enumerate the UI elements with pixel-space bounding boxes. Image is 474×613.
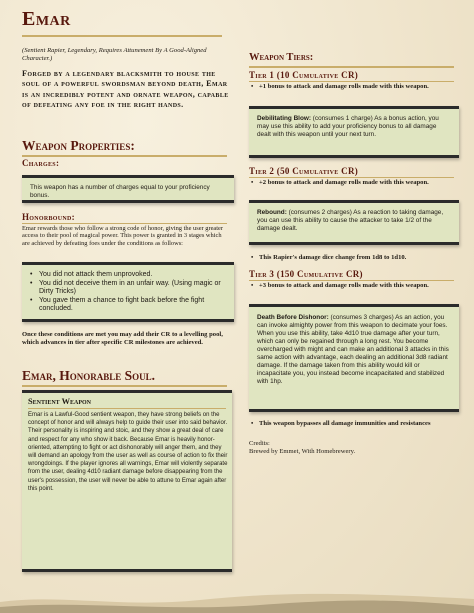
conditions-footer: Once these conditions are met you may add their CR to a levelling pool, which advances in tier after specific CR milestones are achieved. [22, 331, 223, 346]
tier3-ability-text [249, 307, 459, 391]
credits [249, 440, 355, 456]
charges-heading: Charges: [22, 158, 60, 168]
tier3-ability-name: Death Before Dishonor: [257, 314, 329, 321]
credits-label: Credits: [249, 440, 270, 447]
tier1-ability-desc: (consumes 1 charge) As a bonus action, you may use this ability to add your proficiency bonus to all damage dealt with this weapon until your next turn. [257, 115, 439, 138]
sentient-divider [28, 408, 226, 409]
title-divider [22, 35, 222, 37]
tier3-divider [249, 280, 454, 281]
tier3-heading: Tier 3 (150 Cumulative CR) [249, 269, 363, 279]
footer-decoration [0, 590, 474, 613]
tier1-heading: Tier 1 (10 Cumulative CR) [249, 70, 359, 80]
conditions-list [22, 265, 234, 319]
tier2-ability-note [249, 200, 459, 245]
sentient-weapon-title: Sentient Weapon [28, 397, 91, 406]
weapon-properties-heading: Weapon Properties: [22, 138, 135, 153]
tier3-extra-list [251, 420, 456, 428]
properties-divider [22, 155, 227, 157]
tier2-extra: • This Rapier's damage dice change from 1d8 to 1d10. [251, 254, 456, 262]
tier3-ability-note [249, 304, 459, 412]
honorbound-text: Emar rewards those who follow a strong code of honor, giving the user greater access to their pool of magical power. This power is granted in 3 stages which are achieved by defeating foes under the conditions as follows: [22, 225, 223, 247]
tier1-ability-text [249, 109, 459, 144]
tier2-bonus: • +2 bonus to attack and damage rolls made with this weapon. [251, 179, 456, 187]
page-title: Emar [22, 8, 71, 30]
tier3-extra: • This weapon bypasses all damage immunities and resistances [251, 420, 456, 428]
honorable-soul-heading: Emar, Honorable Soul. [22, 368, 156, 383]
tier1-ability-name: Debilitating Blow: [257, 115, 311, 122]
tier2-bonus-list [251, 179, 456, 187]
condition-item: • You gave them a chance to fight back before the fight concluded. [30, 297, 226, 314]
tier1-ability-note [249, 106, 459, 158]
honorable-divider [22, 385, 227, 387]
tier3-bonus: • +3 bonus to attack and damage rolls made with this weapon. [251, 282, 456, 290]
honorbound-divider [22, 223, 227, 224]
tier2-heading: Tier 2 (50 Cumulative CR) [249, 166, 359, 176]
charges-note-text: This weapon has a number of charges equal to your proficiency bonus. [30, 184, 210, 199]
tier3-bonus-list [251, 282, 456, 290]
tier2-ability-text [249, 203, 459, 238]
intro-text: Forged by a legendary blacksmith to house the soul of a powerful swordsman beyond death, Emar is an incredibly potent and ornate weapon, capable of defeating any foe in the right hands. [22, 69, 229, 110]
tier1-divider [249, 81, 454, 82]
tier1-bonus: • +1 bonus to attack and damage rolls made with this weapon. [251, 83, 456, 91]
condition-item: • You did not deceive them in an unfair way. (Using magic or Dirty Tricks) [30, 280, 226, 297]
item-subtitle: (Sentient Rapier, Legendary, Requires Attunement By A Good-Aligned Character.) [22, 47, 207, 62]
weapon-tiers-heading: Weapon Tiers: [249, 52, 314, 63]
credits-text: Brewed by Emmet, With Homebrewery. [249, 448, 356, 455]
sentient-weapon-box [22, 390, 232, 572]
tier2-ability-name: Rebound: [257, 209, 287, 216]
honorbound-heading: Honorbound: [22, 212, 75, 222]
tier3-ability-desc: (consumes 3 charges) As an action, you can invoke almighty power from this weapon to decimate your foes. When you use this ability, take 4d10 true damage after your turn, which can only be regained through a long rest. You become overcharged with might and can make an additional 3 attacks in this same action with advantage, each dealing an additional 3d8 radiant damage. If the damage taken from this ability would kill or incapacitate you, you instead become incapacitated and stabilized with 1hp. [257, 314, 449, 385]
tier2-extra-list [251, 254, 456, 262]
tiers-divider [249, 66, 454, 68]
sentient-weapon-text: Emar is a Lawful-Good sentient weapon, they have strong beliefs on the concept of honor and will always help to guide their user into said behavior. Their personality is inspiring and stoic, and they show a great deal of care and respect for any who show it back. Because Emar is heavily honor-oriented, attempting to fight or act dishonorably will anger them, and they will demand an apology from the user as well as course of action to fix their wrongdoings. If the player ignores all warnings, Emar will violently separate from the user, dealing 4d10 radiant damage before disappearing from the user's possession, the user will never be able to attune to Emar again after this point. [28, 412, 228, 492]
condition-item: • You did not attack them unprovoked. [30, 271, 226, 280]
conditions-note [22, 262, 234, 322]
charges-note [22, 175, 234, 203]
tier2-divider [249, 177, 454, 178]
tier1-bonus-list [251, 83, 456, 91]
tier2-ability-desc: (consumes 2 charges) As a reaction to taking damage, you can use this ability to cause the attacker to take 1/2 of the damage dealt. [257, 209, 444, 232]
